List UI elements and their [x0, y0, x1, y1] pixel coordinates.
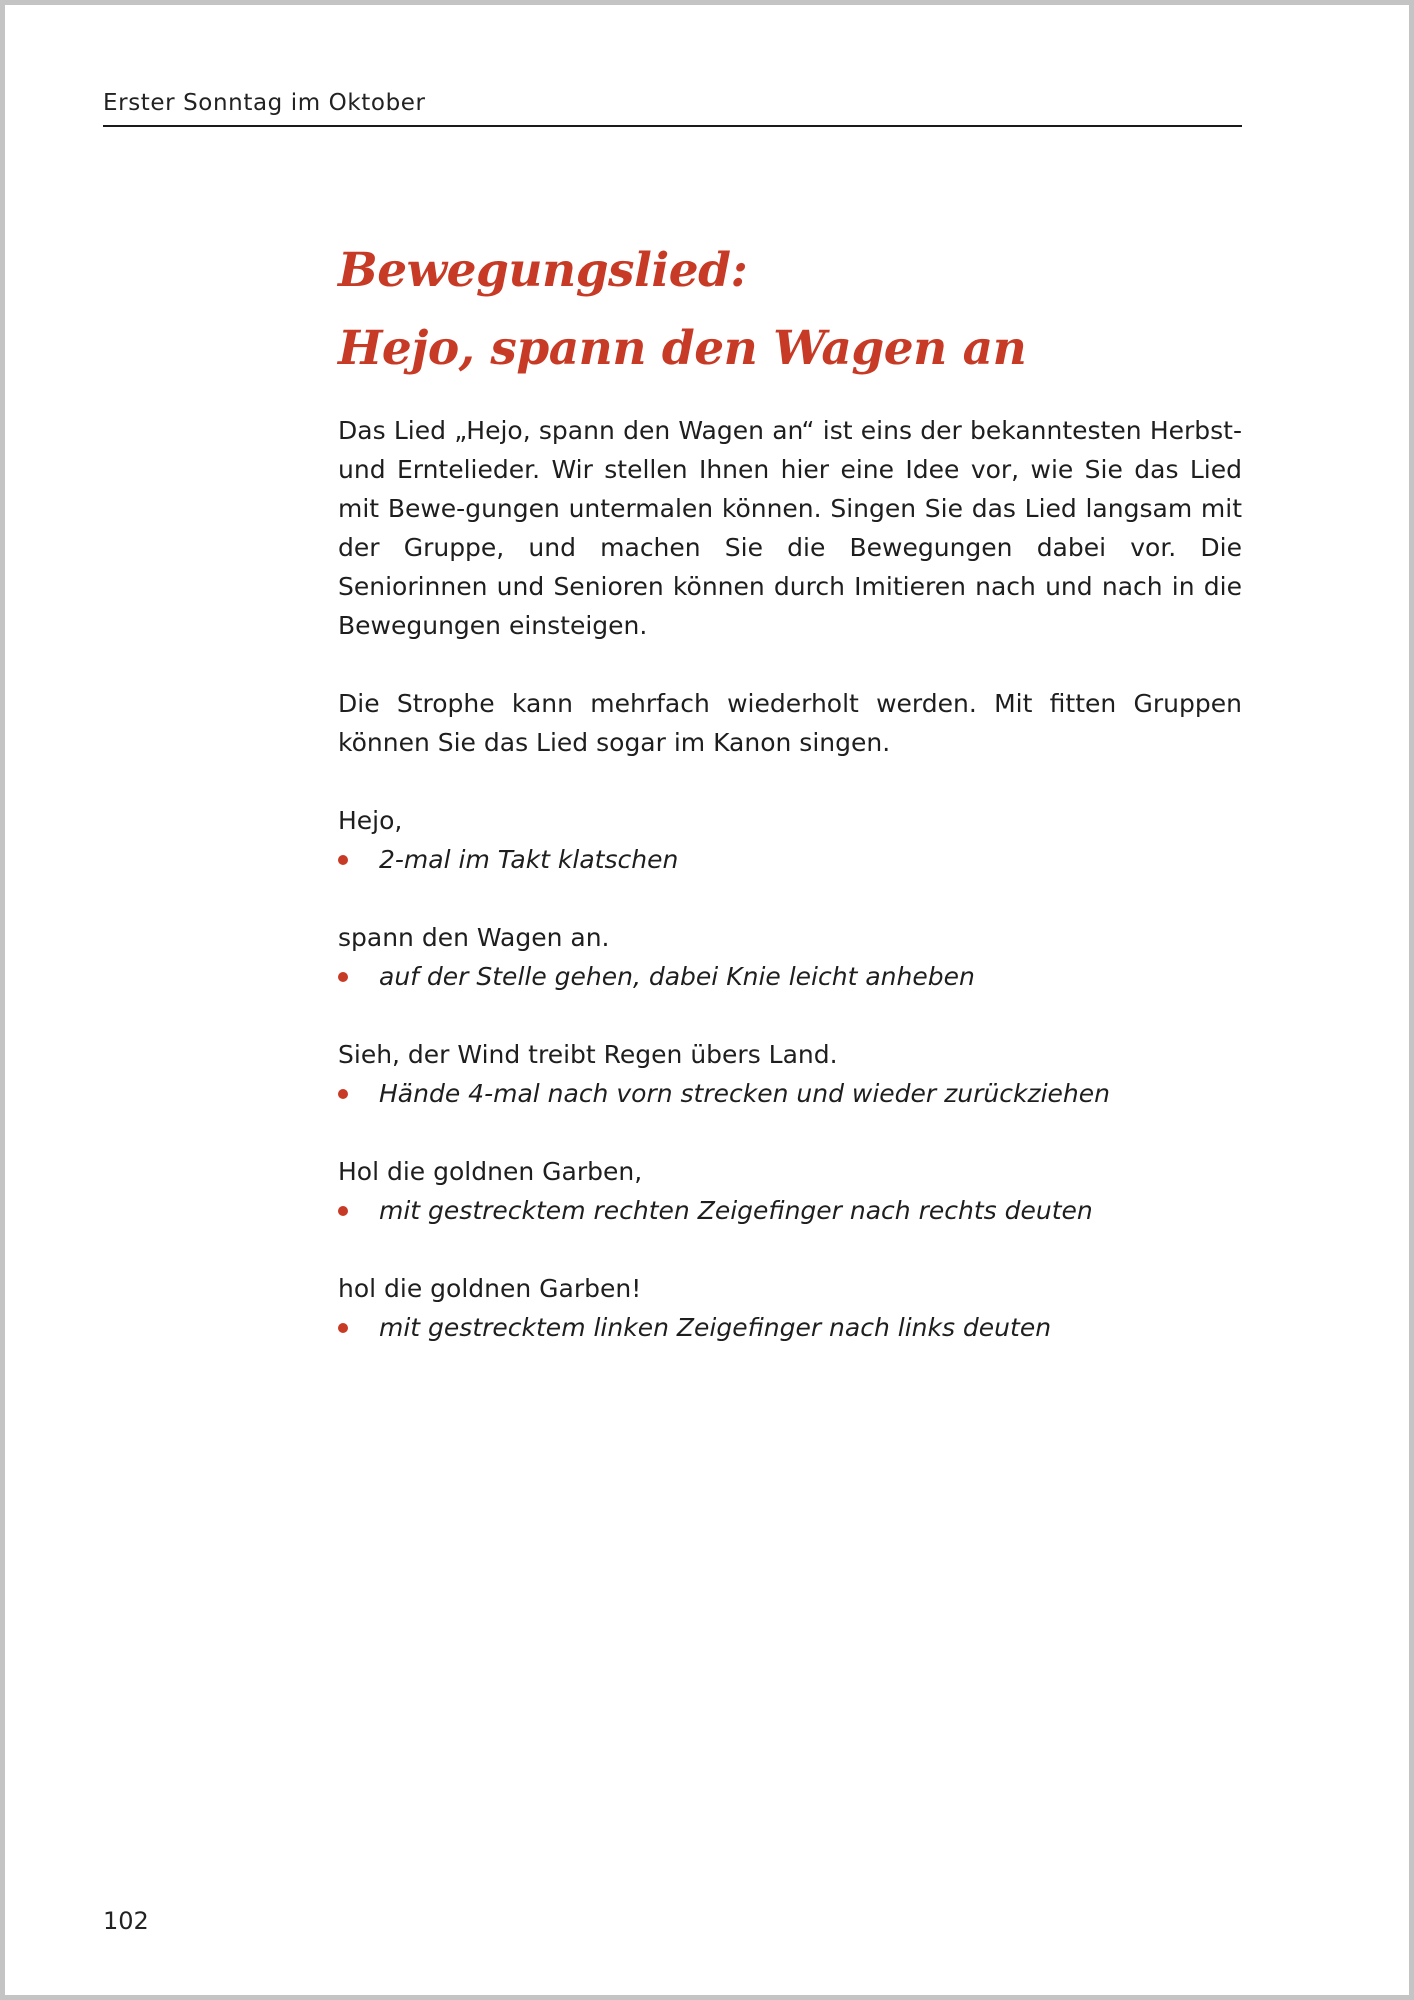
page-number: 102: [103, 1907, 149, 1935]
page-title: [338, 232, 1242, 388]
verse-lyric: hol die goldnen Garben!: [338, 1274, 642, 1303]
movement-text: mit gestrecktem linken Zeigefinger nach links deuten: [379, 1313, 1052, 1342]
bullet-dot-icon: [338, 972, 348, 982]
verse-item: [338, 1152, 1242, 1230]
verse-item: [338, 918, 1242, 996]
bullet-dot-icon: [338, 1089, 348, 1099]
bullet-dot-icon: [338, 855, 348, 865]
verse-item: [338, 1269, 1242, 1347]
movement-instruction: [338, 1308, 1242, 1347]
running-header: Erster Sonntag im Oktober: [103, 90, 426, 116]
verse-lyric: Hol die goldnen Garben,: [338, 1157, 643, 1186]
verse-list: [338, 801, 1242, 1347]
header-rule: [103, 125, 1242, 127]
main-content: [338, 232, 1242, 1386]
title-line-2: Hejo, spann den Wagen an: [338, 321, 1027, 376]
verse-item: [338, 801, 1242, 879]
intro-paragraph-1: Das Lied „Hejo, spann den Wagen an“ ist eins der bekanntesten Herbst- und Erntelieder. Wir stellen Ihnen hier eine Idee vor, wie Sie das Lied mit Bewe-gungen untermalen können. Singen Sie das Lied langsam mit der Gruppe, und machen Sie die Bewegungen dabei vor. Die Seniorinnen und Senioren können durch Imitieren nach und nach in die Bewegungen einsteigen.: [338, 416, 1242, 640]
verse-lyric: Hejo,: [338, 806, 403, 835]
movement-instruction: [338, 1191, 1242, 1230]
movement-text: 2-mal im Takt klatschen: [379, 845, 679, 874]
movement-instruction: [338, 957, 1242, 996]
verse-item: [338, 1035, 1242, 1113]
movement-text: auf der Stelle gehen, dabei Knie leicht anheben: [379, 962, 975, 991]
movement-text: mit gestrecktem rechten Zeigefinger nach rechts deuten: [379, 1196, 1093, 1225]
movement-instruction: [338, 1074, 1242, 1113]
title-line-1: Bewegungslied:: [338, 243, 748, 298]
verse-lyric: Sieh, der Wind treibt Regen übers Land.: [338, 1040, 838, 1069]
verse-lyric: spann den Wagen an.: [338, 923, 610, 952]
bullet-dot-icon: [338, 1206, 348, 1216]
movement-text: Hände 4-mal nach vorn strecken und wieder zurückziehen: [379, 1079, 1110, 1108]
bullet-dot-icon: [338, 1323, 348, 1333]
intro-paragraph-2: Die Strophe kann mehrfach wiederholt werden. Mit fitten Gruppen können Sie das Lied sogar im Kanon singen.: [338, 689, 1242, 757]
intro-section: [338, 411, 1242, 762]
movement-instruction: [338, 840, 1242, 879]
